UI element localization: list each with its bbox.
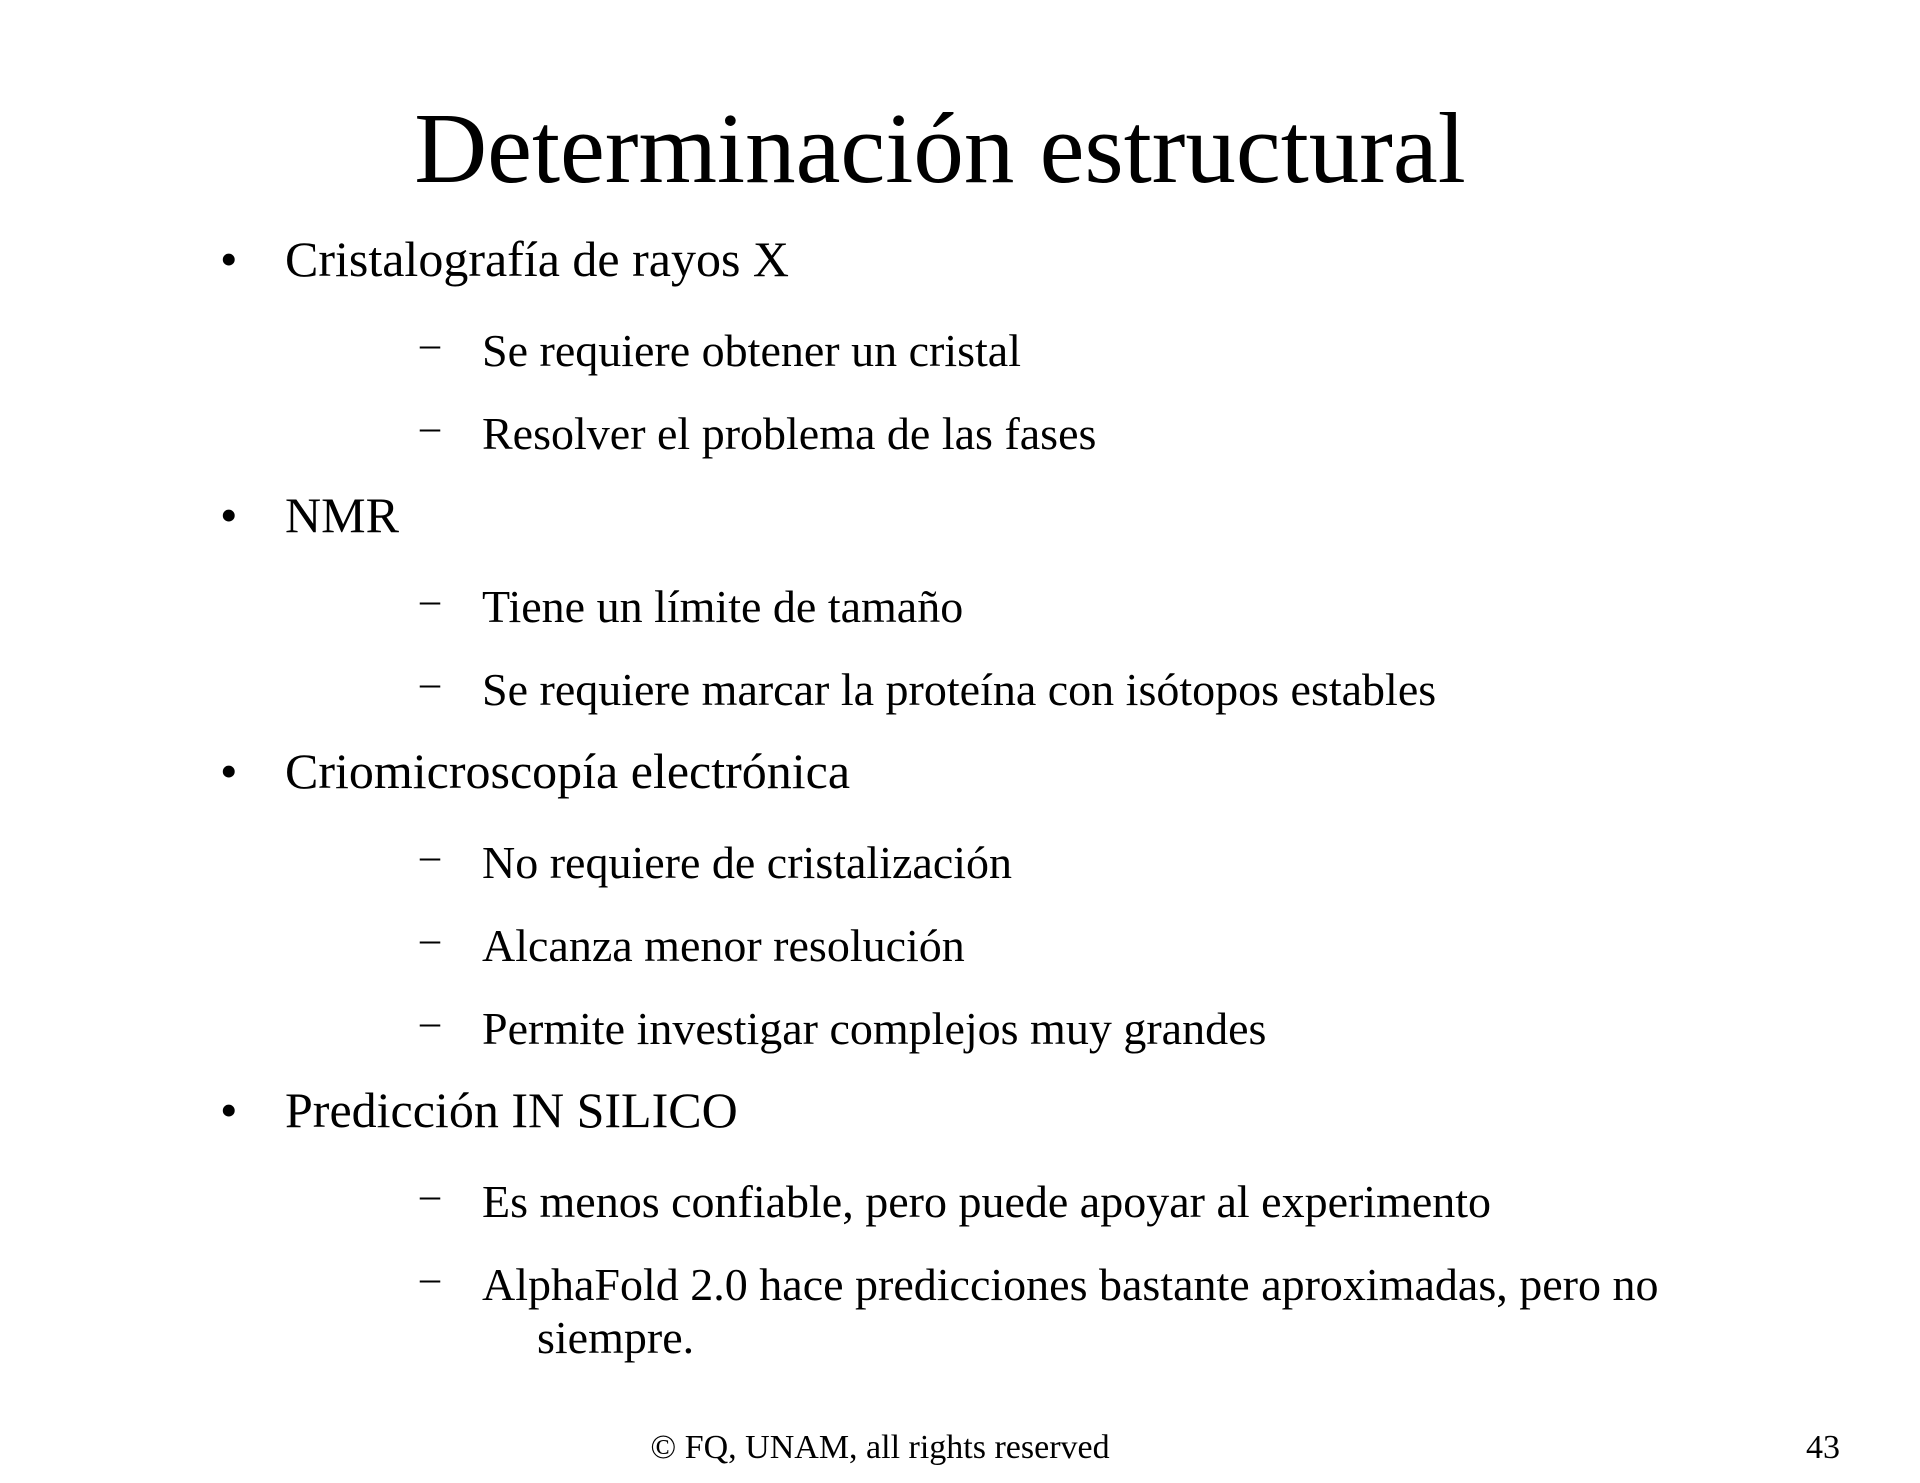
sub-item-text: Es menos confiable, pero puede apoyar al experimento bbox=[482, 1176, 1492, 1227]
bullet-text: Predicción IN SILICO bbox=[285, 1082, 738, 1138]
dash-icon: – bbox=[420, 404, 440, 449]
bullet-text: Cristalografía de rayos X bbox=[285, 231, 790, 287]
sub-item-continuation: siempre. bbox=[537, 1312, 695, 1363]
sub-item-text: No requiere de cristalización bbox=[482, 837, 1013, 888]
dash-icon: – bbox=[420, 1172, 440, 1217]
sub-item-text: Permite investigar complejos muy grandes bbox=[482, 1003, 1267, 1054]
dash-icon: – bbox=[420, 577, 440, 622]
bullet-icon: • bbox=[220, 743, 238, 799]
bullet-text: Criomicroscopía electrónica bbox=[285, 743, 851, 799]
sub-item-text: AlphaFold 2.0 hace predicciones bastante aproximadas, pero no bbox=[482, 1259, 1659, 1310]
bullet-icon: • bbox=[220, 487, 238, 543]
dash-icon: – bbox=[420, 916, 440, 961]
sub-item-text: Se requiere marcar la proteína con isótopos estables bbox=[482, 664, 1437, 715]
bullet-text: NMR bbox=[285, 487, 399, 543]
sub-item-text: Resolver el problema de las fases bbox=[482, 408, 1097, 459]
page-number: 43 bbox=[1806, 1429, 1840, 1466]
sub-item-text: Alcanza menor resolución bbox=[482, 920, 965, 971]
dash-icon: – bbox=[420, 833, 440, 878]
dash-icon: – bbox=[420, 1255, 440, 1300]
bullet-icon: • bbox=[220, 1082, 238, 1138]
slide-title: Determinación estructural bbox=[414, 92, 1466, 204]
dash-icon: – bbox=[420, 999, 440, 1044]
dash-icon: – bbox=[420, 660, 440, 705]
sub-item-text: Tiene un límite de tamaño bbox=[482, 581, 964, 632]
bullet-icon: • bbox=[220, 231, 238, 287]
sub-item-text: Se requiere obtener un cristal bbox=[482, 325, 1021, 376]
dash-icon: – bbox=[420, 321, 440, 366]
footer-copyright: © FQ, UNAM, all rights reserved bbox=[650, 1429, 1110, 1466]
